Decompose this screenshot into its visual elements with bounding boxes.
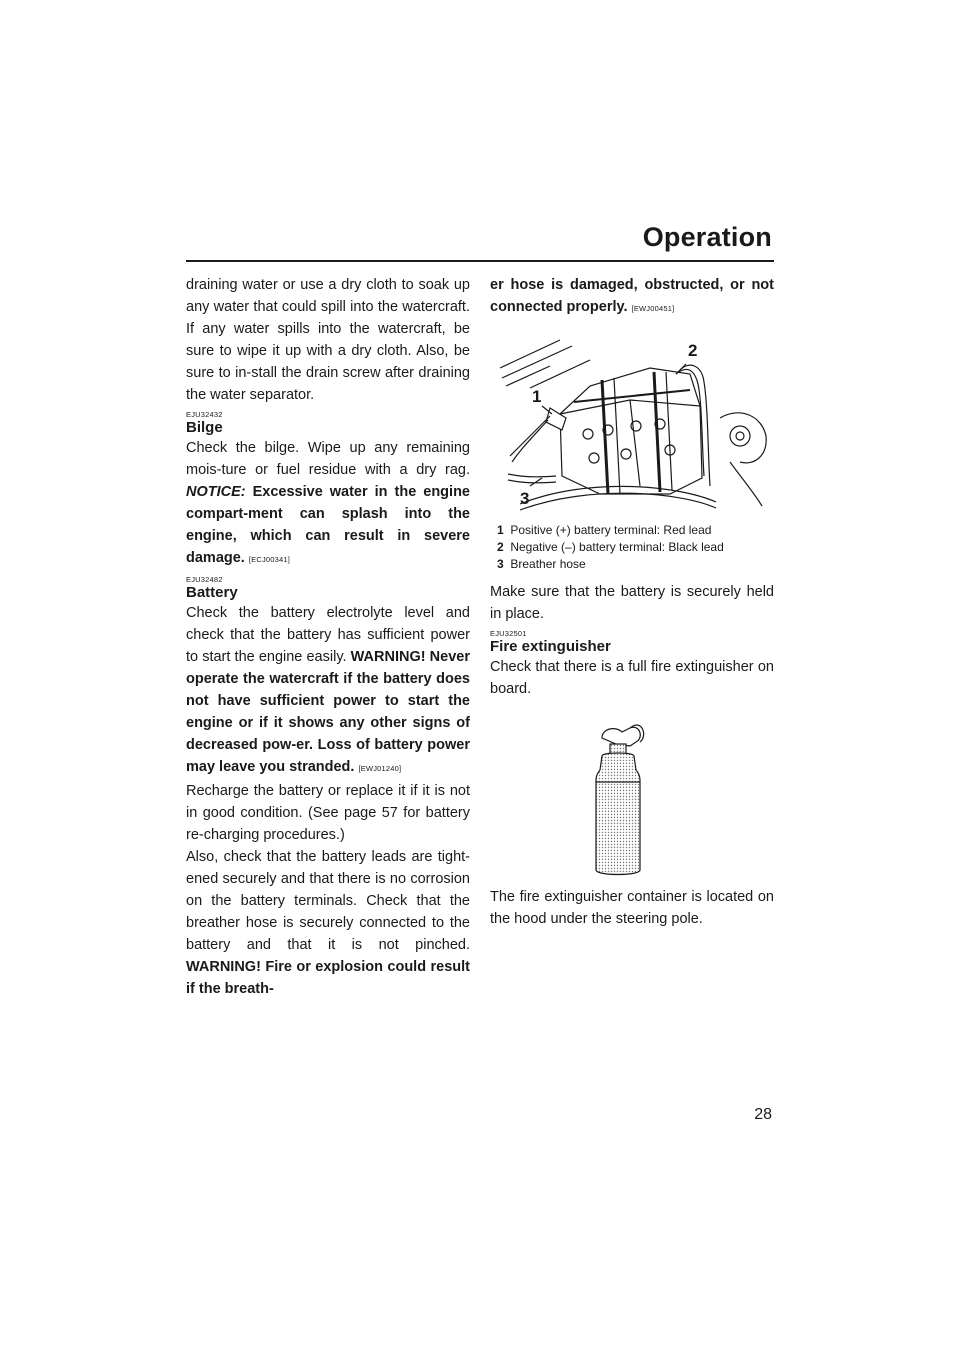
battery-warning-2-start: WARNING! Fire or explosion could result if the breath- (186, 959, 470, 997)
caption-number: 3 (497, 557, 504, 571)
caption-item (497, 522, 774, 539)
caption-item (497, 556, 774, 573)
battery-paragraph-1 (186, 602, 470, 780)
left-column (186, 274, 470, 1000)
fire-extinguisher-illustration (490, 708, 774, 878)
caption-number: 2 (497, 540, 504, 554)
figure-captions (490, 522, 774, 573)
bilge-section-code: EJU32432 (186, 410, 223, 419)
bilge-text: Check the bilge. Wipe up any remaining mois-ture or fuel residue with a dry rag. (186, 440, 470, 478)
fire-extinguisher-paragraph: Check that there is a full fire extinguisher on board. (490, 659, 774, 697)
battery-paragraph-2: Recharge the battery or replace it if it is not in good condition. (See page 57 for battery re-charging procedures.) (186, 783, 470, 843)
page-header-title: Operation (642, 222, 772, 252)
callout-2: 2 (688, 341, 698, 360)
battery-text-3: Also, check that the battery leads are tight-ened securely and that there is no corrosion on the battery terminals. Check that the breather hose is securely connected to the battery and that it is not pinched. (186, 849, 470, 953)
fire-extinguisher-drawing (490, 708, 774, 878)
battery-warning-1-ref: [EWJ01240] (358, 764, 402, 773)
notice-reference-code: [ECJ00341] (248, 555, 291, 564)
battery-section-code: EJU32482 (186, 575, 223, 584)
caption-text: Breather hose (510, 557, 586, 571)
battery-warning-2-ref: [EWJ00451] (631, 304, 675, 313)
battery-held-paragraph: Make sure that the battery is securely held in place. (490, 584, 774, 622)
battery-warning-2-end: er hose is damaged, obstructed, or not connected properly. (490, 277, 774, 315)
callout-3: 3 (520, 489, 530, 508)
battery-illustration (490, 326, 774, 520)
header-divider (186, 260, 774, 262)
bilge-paragraph (186, 437, 470, 571)
callout-1: 1 (532, 387, 542, 406)
fire-extinguisher-heading: Fire extinguisher (490, 638, 611, 655)
battery-heading: Battery (186, 584, 238, 601)
caption-text: Positive (+) battery terminal: Red lead (510, 523, 712, 537)
right-column (490, 274, 774, 930)
caption-text: Negative (–) battery terminal: Black lead (510, 540, 724, 554)
fire-extinguisher-location-paragraph: The fire extinguisher container is located on the hood under the steering pole. (490, 889, 774, 927)
notice-text: Excessive water in the engine compart-ment can splash into the engine, which can result in severe damage. (186, 484, 470, 566)
caption-number: 1 (497, 523, 504, 537)
page-number: 28 (754, 1106, 772, 1123)
fire-section-code: EJU32501 (490, 629, 527, 638)
caption-item (497, 539, 774, 556)
bilge-heading: Bilge (186, 419, 223, 436)
battery-warning-1: WARNING! Never operate the watercraft if the battery does not have sufficient power to start the engine or if it shows any other signs of decreased pow-er. Loss of battery power may leave you stranded. (186, 649, 470, 775)
battery-paragraph-3 (186, 846, 470, 1000)
battery-drawing (490, 326, 774, 520)
notice-label: NOTICE: (186, 484, 246, 500)
battery-text-1: Check the battery electrolyte level and check that the battery has sufficient power to start the engine easily. (186, 605, 470, 665)
intro-paragraph: draining water or use a dry cloth to soak up any water that could spill into the watercraft. If any water spills into the watercraft, be sure to wipe it up with a dry cloth. Also, be sure to in-stall the drain screw after draining the water separator. (186, 277, 470, 403)
warning-2-continued (490, 274, 774, 320)
